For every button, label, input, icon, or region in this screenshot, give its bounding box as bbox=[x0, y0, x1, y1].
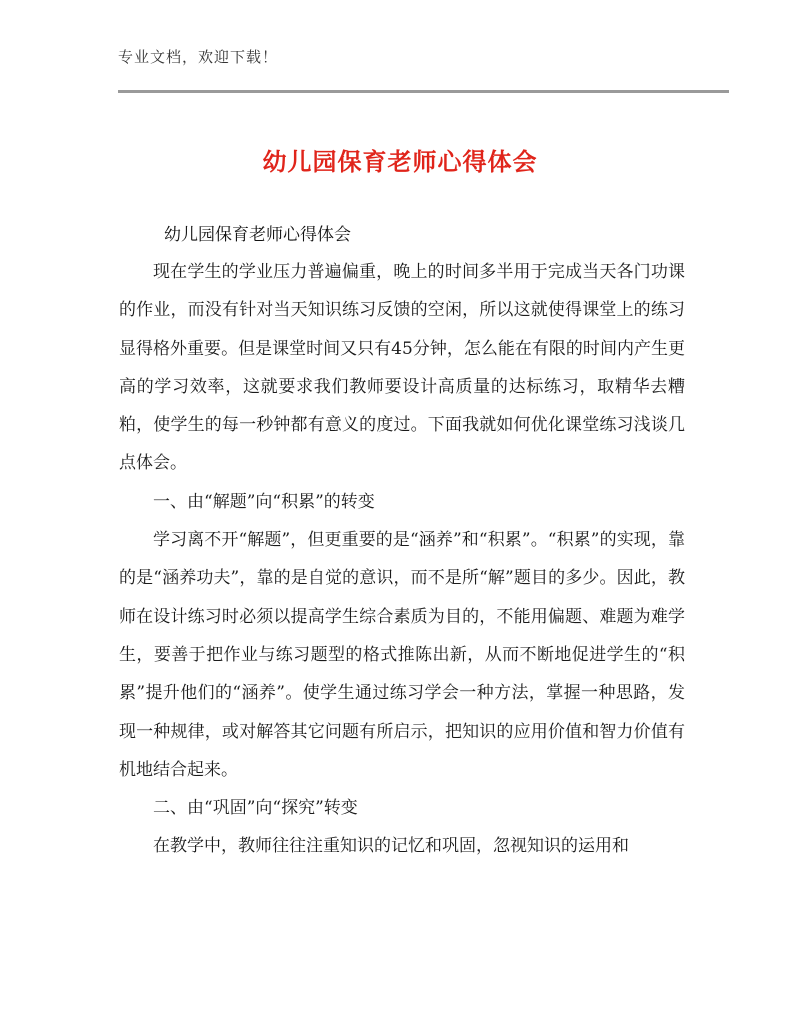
section-heading-2: 二、由“巩固”向“探究”转变 bbox=[153, 798, 358, 819]
header-divider bbox=[118, 90, 729, 93]
document-subtitle: 幼儿园保育老师心得体会 bbox=[164, 225, 351, 245]
paragraph-intro: 现在学生的学业压力普遍偏重，晚上的时间多半用于完成当天各门功课的作业，而没有针对当天知识练习反馈的空闲，所以这就使得课堂上的练习显得格外重要。但是课堂时间又只有45分钟，怎么能在有限的时间内产生更高的学习效率，这就要求我们教师要设计高质量的达标练习，取精华去糟粕，使学生的每一秒钟都有意义的度过。下面我就如何优化课堂练习浅谈几点体会。 bbox=[119, 262, 685, 474]
header-note: 专业文档，欢迎下载！ bbox=[118, 48, 279, 66]
paragraph-section-1: 学习离不开“解题”，但更重要的是“涵养”和“积累”。“积累”的实现，靠的是“涵养功夫”，靠的是自觉的意识，而不是所“解”题目的多少。因此，教师在设计练习时必须以提高学生综合素质为目的，不能用偏题、难题为难学生，要善于把作业与练习题型的格式推陈出新，从而不断地促进学生的“积累”提升他们的“涵养”。使学生通过练习学会一种方法，掌握一种思路，发现一种规律，或对解答其它问题有所启示，把知识的应用价值和智力价值有机地结合起来。 bbox=[119, 530, 685, 780]
document-title: 幼儿园保育老师心得体会 bbox=[262, 148, 538, 176]
paragraph-section-2: 在教学中，教师往往注重知识的记忆和巩固，忽视知识的运用和 bbox=[153, 836, 629, 857]
document-body bbox=[119, 253, 685, 866]
section-heading-1: 一、由“解题”向“积累”的转变 bbox=[153, 491, 375, 512]
